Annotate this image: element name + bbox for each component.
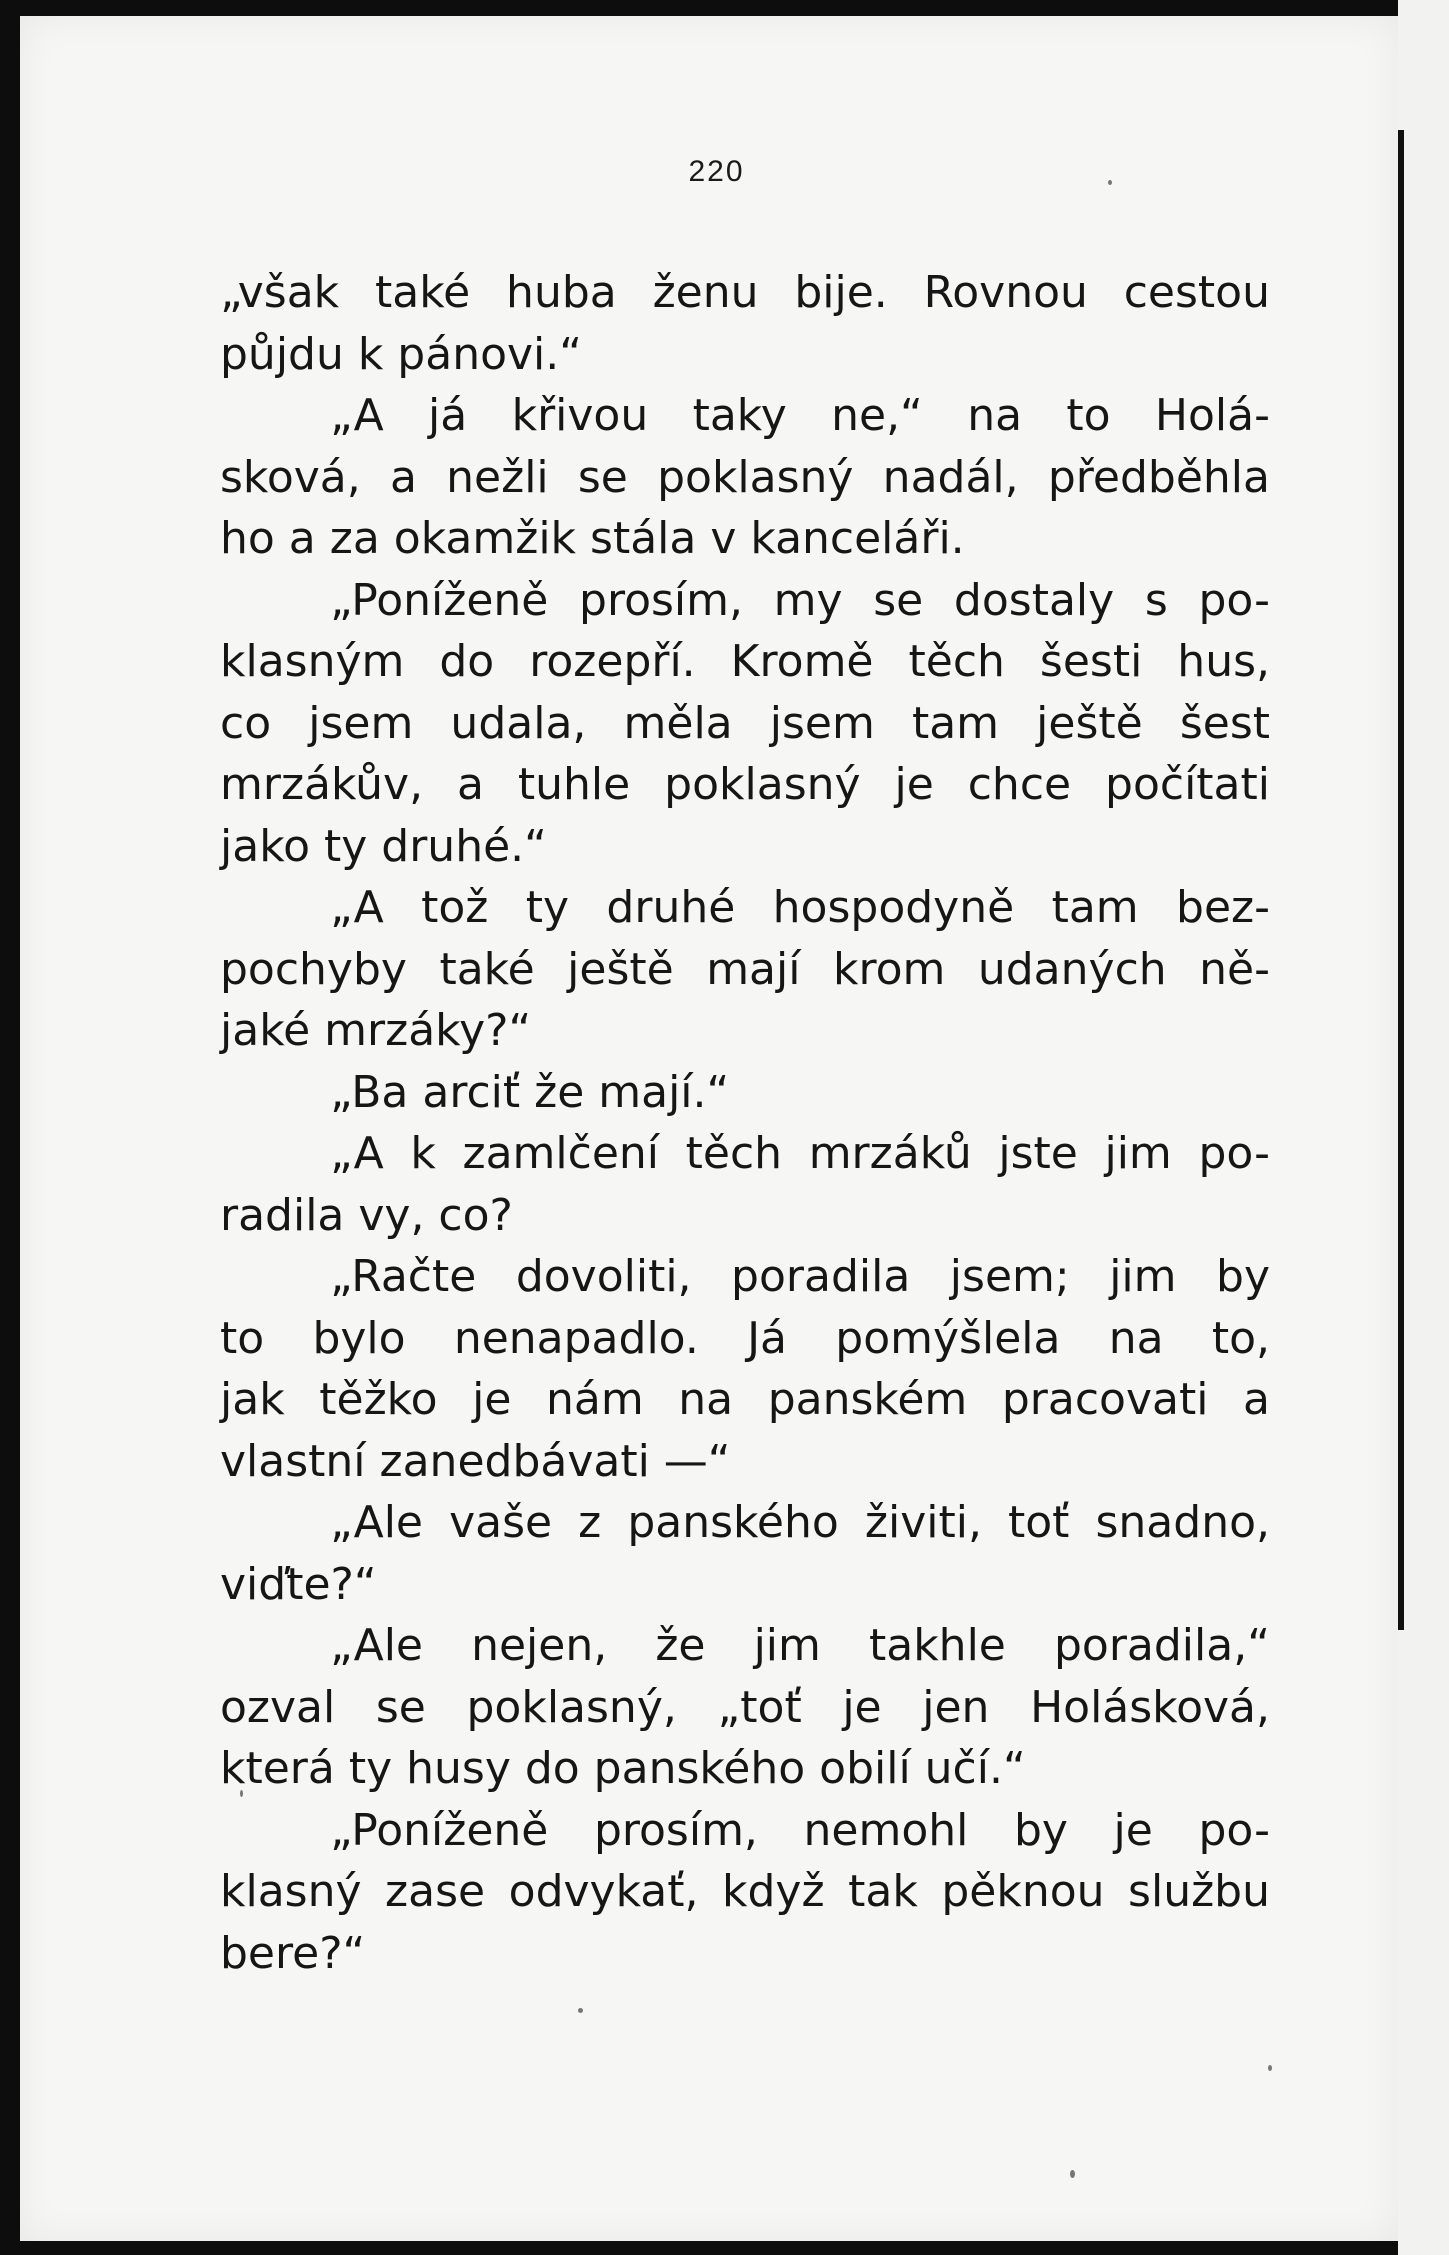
text-line: sková, a nežli se poklasný nadál, předběhla bbox=[220, 451, 1270, 503]
paper-speck bbox=[1268, 2065, 1272, 2071]
text-line: pochyby také ještě mají krom udaných ně- bbox=[220, 943, 1270, 995]
text-line: ozval se poklasný, „toť je jen Holásková, bbox=[220, 1681, 1270, 1733]
text-line: „Ba arciť že mají.“ bbox=[330, 1066, 730, 1118]
text-line: „Ale nejen, že jim takhle poradila,“ bbox=[330, 1620, 1270, 1671]
text-line: klasný zase odvykať, když tak pěknou službu bbox=[220, 1866, 1270, 1917]
text-line: radila vy, co? bbox=[220, 1189, 513, 1241]
text-line: jako ty druhé.“ bbox=[220, 820, 547, 872]
binding-shadow bbox=[1398, 130, 1404, 1630]
page-number: 220 bbox=[688, 155, 745, 188]
text-line: co jsem udala, měla jsem tam ještě šest bbox=[220, 697, 1270, 749]
text-line: která ty husy do panského obilí učí.“ bbox=[220, 1743, 1026, 1794]
text-line: mrzákův, a tuhle poklasný je chce počítati bbox=[220, 759, 1270, 810]
text-line: „Ale vaše z panského živiti, toť snadno, bbox=[330, 1497, 1270, 1548]
paper-speck bbox=[1070, 2170, 1075, 2178]
body-text bbox=[220, 262, 1270, 1984]
text-line: „A já křivou taky ne,“ na to Holá- bbox=[330, 390, 1270, 441]
text-line: půjdu k pánovi.“ bbox=[220, 328, 583, 380]
text-line: bere?“ bbox=[220, 1927, 366, 1979]
text-line: klasným do rozepří. Kromě těch šesti hus, bbox=[220, 636, 1270, 687]
text-line: vlastní zanedbávati —“ bbox=[220, 1435, 731, 1487]
text-line: jaké mrzáky?“ bbox=[220, 1005, 532, 1056]
text-line: „však také huba ženu bije. Rovnou cestou bbox=[220, 267, 1270, 318]
text-line: to bylo nenapadlo. Já pomýšlela na to, bbox=[220, 1312, 1270, 1364]
text-line: „A k zamlčení těch mrzáků jste jim po- bbox=[330, 1128, 1270, 1179]
text-line: „Račte dovoliti, poradila jsem; jim by bbox=[330, 1251, 1270, 1302]
text-line: „Poníženě prosím, my se dostaly s po- bbox=[330, 574, 1270, 626]
text-line: viďte?“ bbox=[220, 1558, 377, 1610]
paper-speck bbox=[578, 2008, 583, 2013]
text-line: „A tož ty druhé hospodyně tam bez- bbox=[330, 882, 1270, 933]
page-edge bbox=[1398, 0, 1449, 2255]
text-line: „Poníženě prosím, nemohl by je po- bbox=[330, 1804, 1270, 1856]
text-line: ho a za okamžik stála v kanceláři. bbox=[220, 513, 965, 564]
text-line: jak těžko je nám na panském pracovati a bbox=[220, 1374, 1270, 1425]
